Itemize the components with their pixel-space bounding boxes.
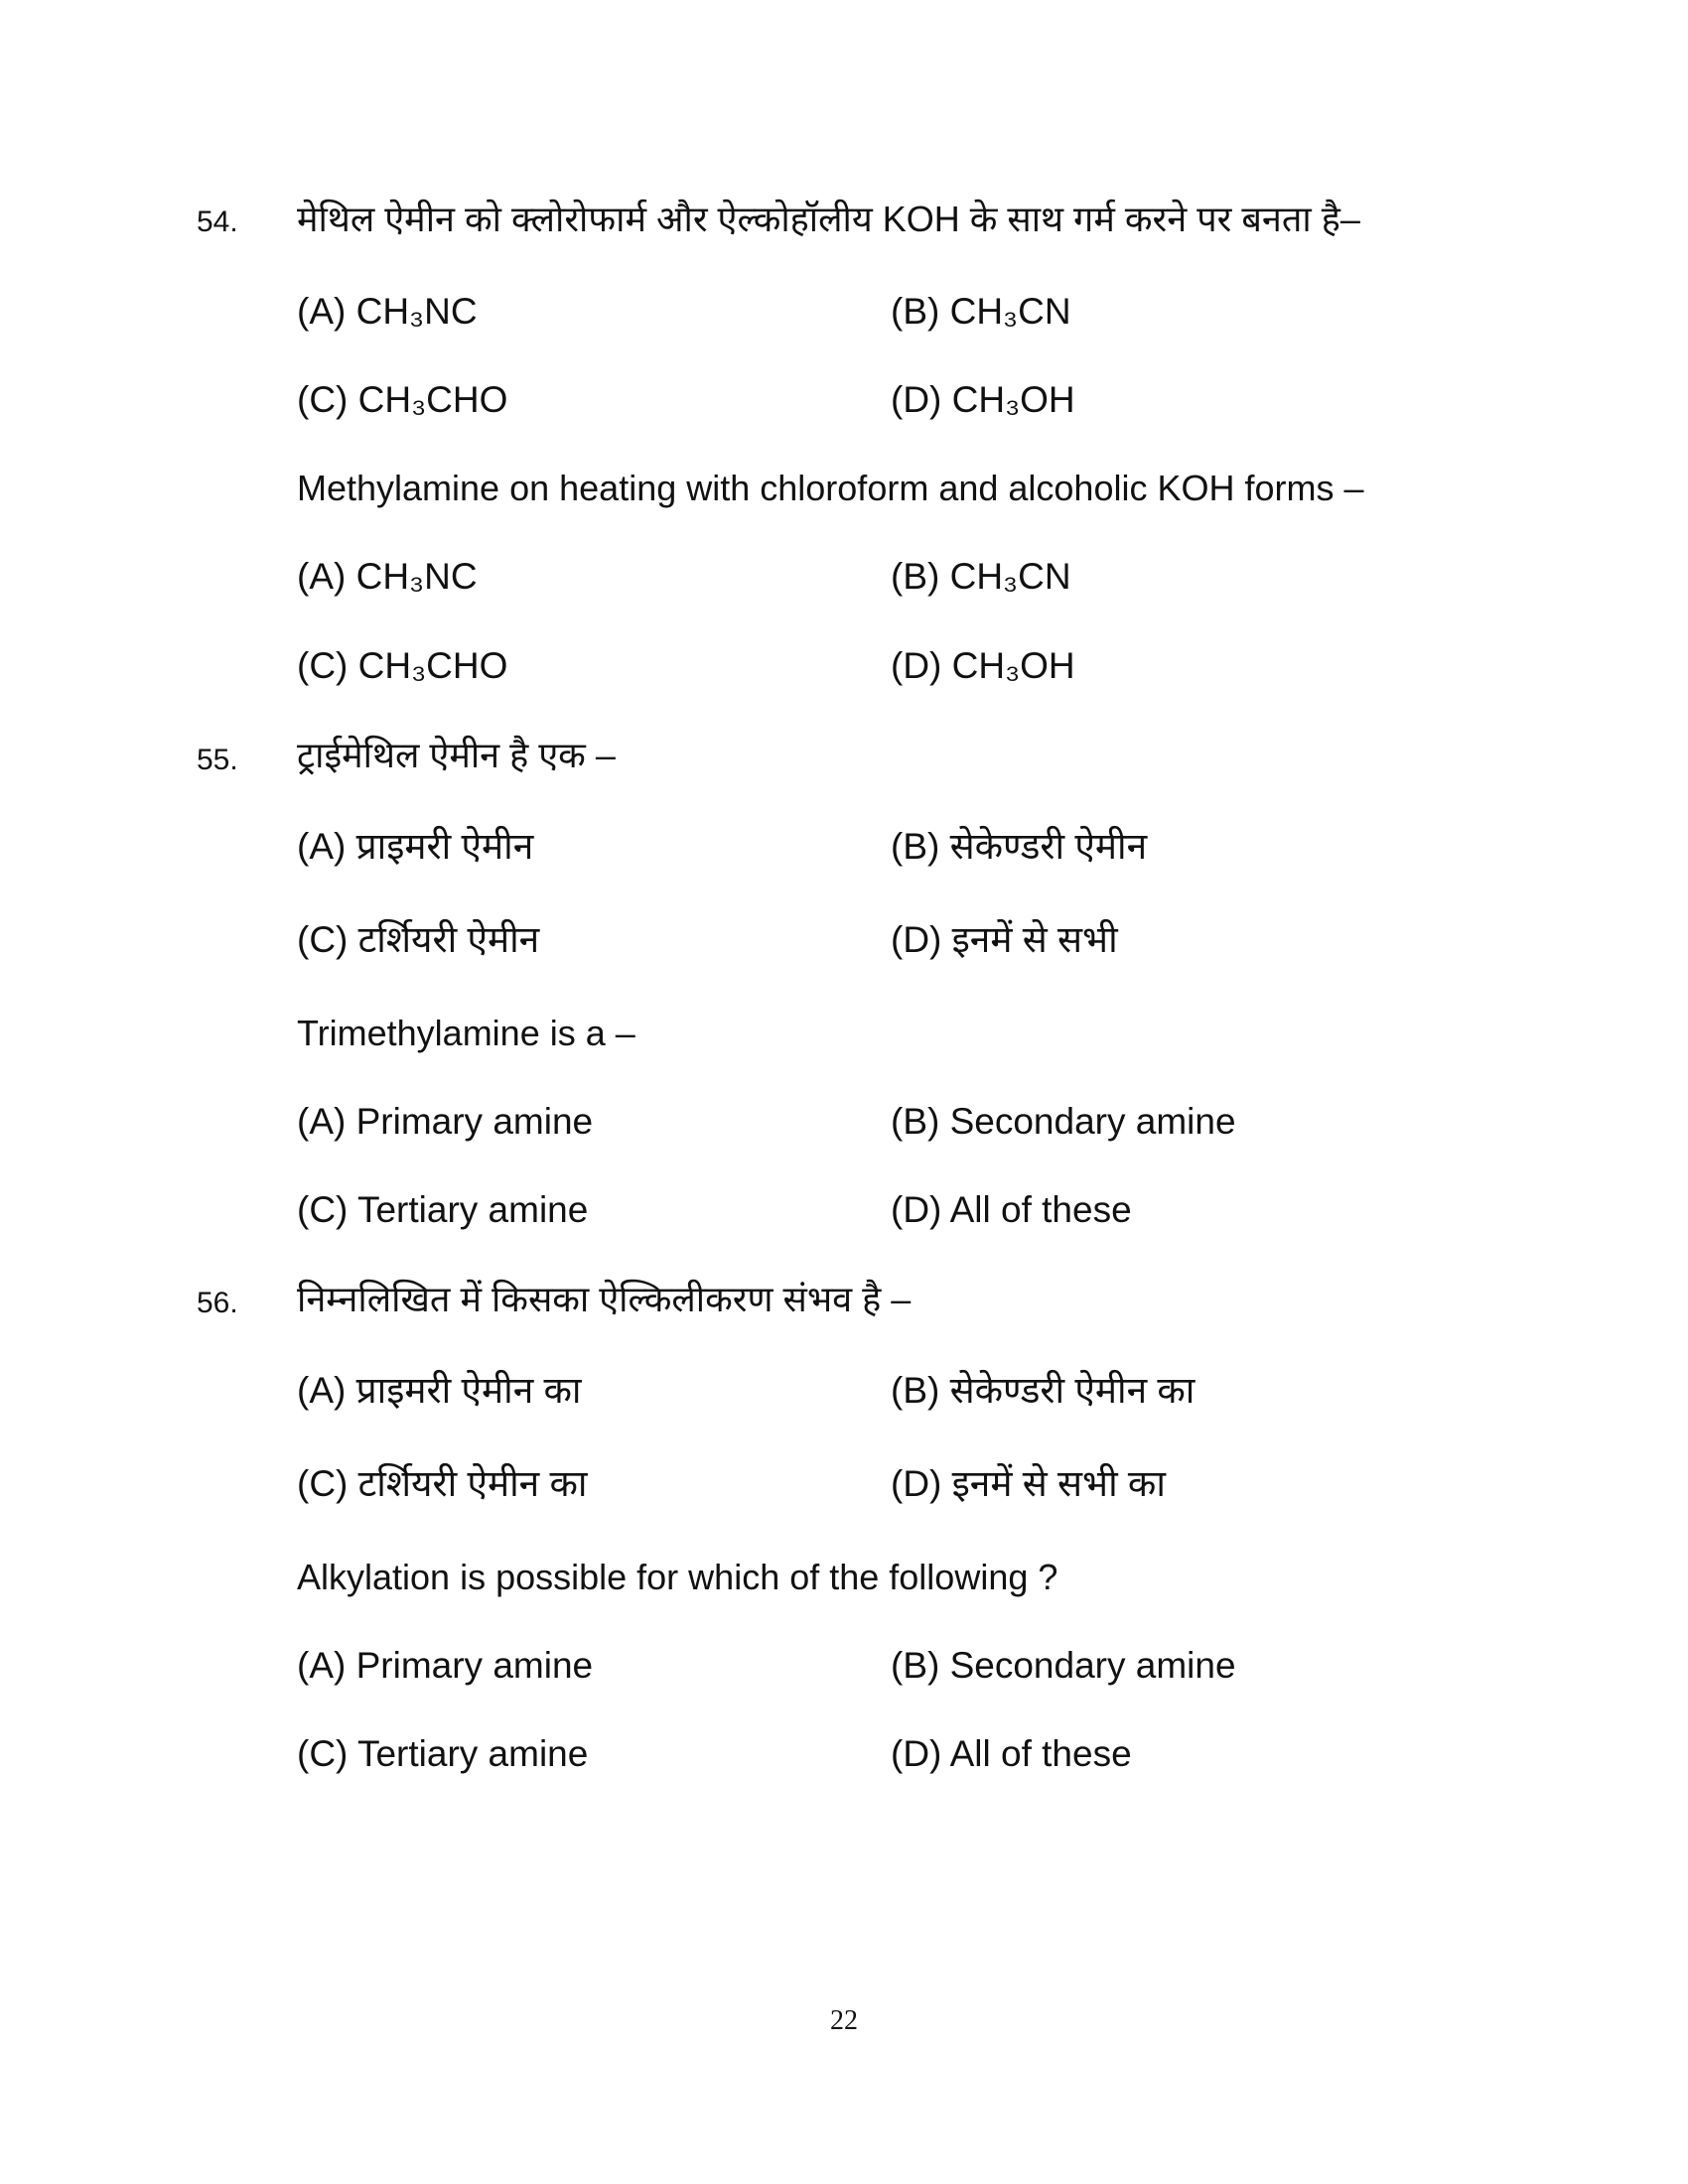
option-d: (D) CH₃OH <box>891 379 1075 420</box>
question-text-english: Methylamine on heating with chloroform and alcoholic KOH forms – <box>297 468 1364 508</box>
question-text-english: Trimethylamine is a – <box>297 1013 635 1053</box>
option-d: (D) All of these <box>891 1733 1132 1774</box>
option-c: (C) टर्शियरी ऐमीन का <box>297 1463 588 1504</box>
option-b: (B) सेकेण्डरी ऐमीन <box>891 826 1148 867</box>
question-text-hindi: मेथिल ऐमीन को क्लोरोफार्म और ऐल्कोहॉलीय KOH के साथ गर्म करने पर बनता है– <box>297 199 1360 239</box>
option-a: (A) CH₃NC <box>297 556 478 597</box>
option-a: (A) प्राइमरी ऐमीन <box>297 826 534 867</box>
question-number: 55. <box>197 744 238 776</box>
option-c: (C) CH₃CHO <box>297 379 508 420</box>
option-a: (A) Primary amine <box>297 1645 594 1686</box>
option-d: (D) इनमें से सभी का <box>891 1463 1166 1504</box>
option-c: (C) Tertiary amine <box>297 1733 589 1774</box>
option-c: (C) टर्शियरी ऐमीन <box>297 919 540 960</box>
option-a: (A) CH₃NC <box>297 291 478 332</box>
option-c: (C) Tertiary amine <box>297 1189 589 1230</box>
option-d: (D) इनमें से सभी <box>891 919 1118 960</box>
option-b: (B) CH₃CN <box>891 556 1071 597</box>
option-b: (B) Secondary amine <box>891 1101 1236 1142</box>
question-text-hindi: ट्राईमेथिल ऐमीन है एक – <box>297 735 616 775</box>
question-text-hindi: निम्नलिखित में किसका ऐल्किलीकरण संभव है – <box>297 1279 912 1319</box>
option-b: (B) Secondary amine <box>891 1645 1236 1686</box>
option-b: (B) सेकेण्डरी ऐमीन का <box>891 1370 1196 1411</box>
question-text-english: Alkylation is possible for which of the following ? <box>297 1557 1058 1597</box>
question-number: 54. <box>197 205 238 238</box>
option-d: (D) All of these <box>891 1189 1132 1230</box>
question-number: 56. <box>197 1287 238 1319</box>
option-a: (A) Primary amine <box>297 1101 594 1142</box>
option-a: (A) प्राइमरी ऐमीन का <box>297 1370 582 1411</box>
option-b: (B) CH₃CN <box>891 291 1071 332</box>
option-d: (D) CH₃OH <box>891 645 1075 686</box>
page-number: 22 <box>830 2005 858 2036</box>
option-c: (C) CH₃CHO <box>297 645 508 686</box>
